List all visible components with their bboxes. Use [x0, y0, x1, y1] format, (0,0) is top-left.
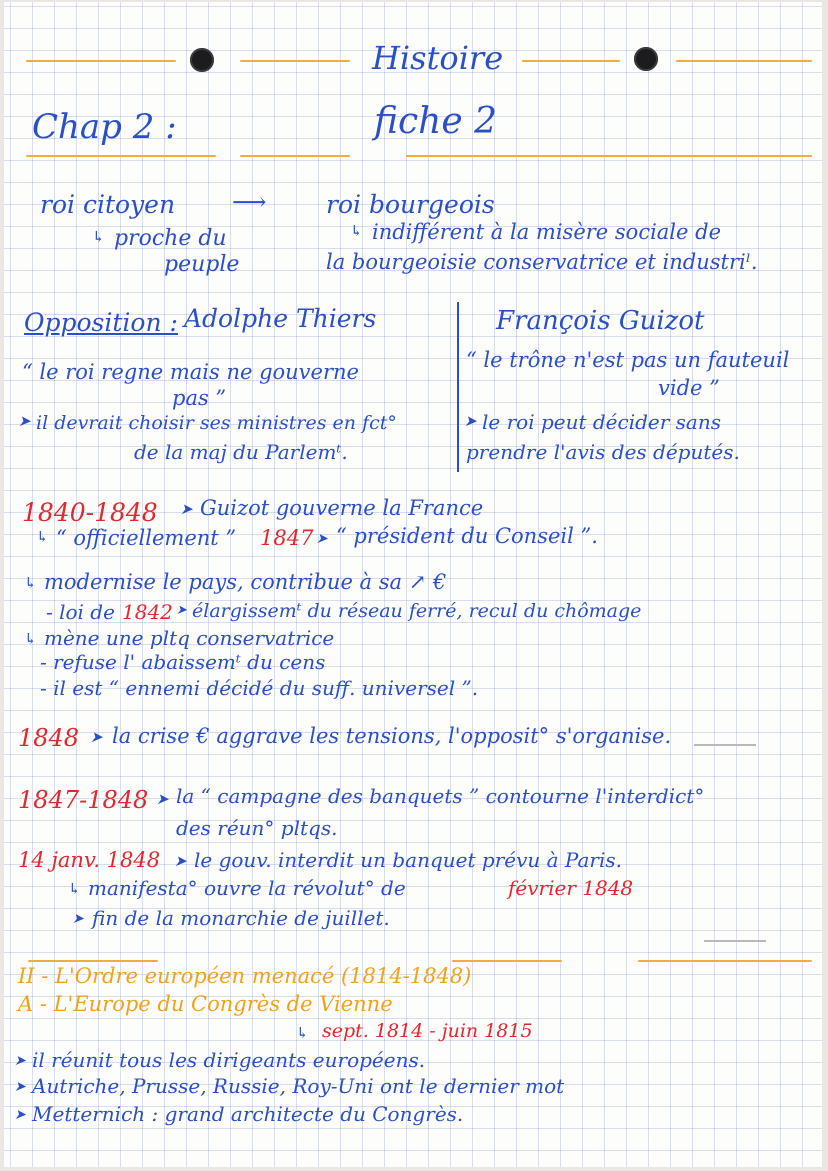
sub-arrow-icon: ↳ — [68, 880, 81, 898]
guizot-point: le roi peut décider sans — [482, 410, 721, 434]
arrow-icon: ➤ — [14, 1053, 26, 1069]
left-term: roi citoyen — [40, 190, 176, 219]
header-rule — [406, 155, 812, 157]
february-line: fin de la monarchie de juillet. — [92, 906, 390, 930]
sheet-title: fiche 2 — [374, 101, 498, 142]
arrow-icon: ➤ — [14, 1079, 26, 1095]
arrow-icon: ➤ — [174, 852, 187, 870]
era-years: 1840-1848 — [22, 498, 158, 527]
sub-arrow-icon: ↳ — [92, 228, 105, 246]
era-sub: - il est “ ennemi décidé du suff. universel ”. — [40, 676, 479, 700]
sub-arrow-icon: ↳ — [24, 574, 37, 592]
right-term: roi bourgeois — [326, 190, 495, 219]
era-sub: élargissemᵗ du réseau ferré, recul du chômage — [192, 600, 642, 622]
event-text: la crise € aggrave les tensions, l'opposit° s'organise. — [112, 724, 672, 748]
binder-hole-left — [190, 48, 214, 72]
congress-point: Metternich : grand architecte du Congrès. — [32, 1102, 464, 1126]
left-note: proche du — [114, 226, 227, 251]
arrow-icon: ➤ — [464, 412, 477, 430]
pencil-mark — [694, 744, 756, 746]
event-text: le gouv. interdit un banquet prévu à Paris. — [194, 848, 622, 872]
left-note: peuple — [164, 252, 240, 277]
arrow-icon: ➤ — [316, 531, 328, 547]
guizot-point: prendre l'avis des députés. — [466, 440, 740, 464]
arrow-icon: ➤ — [14, 1107, 26, 1123]
event-date: 1847-1848 — [18, 786, 149, 814]
column-divider — [457, 302, 459, 472]
section-rule — [28, 960, 158, 962]
sub-arrow-icon: ↳ — [36, 528, 49, 546]
section-rule — [638, 960, 812, 962]
thiers-point: de la maj du Parlemᵗ. — [134, 440, 348, 464]
guizot-quote: “ le trône n'est pas un fauteuil — [466, 348, 790, 372]
arrow-icon: ⟶ — [232, 188, 267, 216]
right-note: la bourgeoisie conservatrice et industriˡ. — [326, 250, 758, 274]
sub-arrow-icon: ↳ — [24, 630, 37, 648]
thiers-quote: “ le roi regne mais ne gouverne — [22, 360, 359, 384]
arrow-icon: ➤ — [176, 603, 187, 618]
thiers-name: Adolphe Thiers — [184, 304, 377, 333]
header-rule — [240, 155, 350, 157]
thiers-quote: pas ” — [172, 386, 227, 410]
section-rule — [452, 960, 562, 962]
era-bullet: mène une pltq conservatrice — [44, 626, 335, 650]
right-note: indifférent à la misère sociale de — [372, 220, 722, 244]
era-official: “ officiellement ” — [56, 526, 237, 550]
arrow-icon: ➤ — [90, 728, 103, 746]
era-sub: - loi de — [46, 600, 115, 624]
event-text: des réun° pltqs. — [176, 816, 338, 840]
pencil-mark — [704, 940, 766, 942]
february-date: février 1848 — [508, 876, 634, 900]
sub-arrow-icon: ↳ — [350, 222, 363, 240]
era-sub: - refuse l' abaissemᵗ du cens — [40, 650, 326, 674]
era-bullet: modernise le pays, contribue à sa ↗ € — [44, 570, 447, 594]
guizot-name: François Guizot — [496, 306, 705, 336]
subject-title: Histoire — [372, 39, 504, 77]
arrow-icon: ➤ — [18, 412, 31, 430]
arrow-icon: ➤ — [156, 790, 169, 808]
era-sub-year: 1842 — [122, 600, 173, 624]
header-rule — [240, 60, 350, 62]
part-ii-subtitle: A - L'Europe du Congrès de Vienne — [18, 992, 393, 1016]
congress-point: il réunit tous les dirigeants européens. — [32, 1048, 426, 1072]
era-president: “ président du Conseil ”. — [336, 524, 598, 548]
february-line: manifesta° ouvre la révolut° de — [88, 876, 406, 900]
event-date: 1848 — [18, 724, 80, 752]
thiers-point: il devrait choisir ses ministres en fct° — [36, 412, 397, 434]
notebook-page — [4, 2, 822, 1167]
opposition-label: Opposition : — [24, 308, 178, 337]
sub-arrow-icon: ↳ — [296, 1024, 309, 1042]
event-date: 14 janv. 1848 — [18, 848, 161, 872]
header-rule — [676, 60, 812, 62]
era-text: Guizot gouverne la France — [200, 496, 484, 520]
binder-hole-right — [634, 47, 658, 71]
event-text: la “ campagne des banquets ” contourne l'interdict° — [176, 784, 705, 808]
header-rule — [522, 60, 620, 62]
guizot-quote: vide ” — [658, 376, 720, 400]
arrow-icon: ➤ — [72, 911, 84, 927]
chapter-label: Chap 2 : — [32, 107, 177, 147]
header-rule — [26, 60, 176, 62]
part-ii-title: II - L'Ordre européen menacé (1814-1848) — [18, 964, 472, 988]
header-rule — [26, 155, 216, 157]
era-1847: 1847 — [260, 526, 314, 550]
congress-dates: sept. 1814 - juin 1815 — [322, 1020, 533, 1042]
arrow-icon: ➤ — [180, 500, 193, 518]
congress-point: Autriche, Prusse, Russie, Roy-Uni ont le dernier mot — [32, 1074, 565, 1098]
